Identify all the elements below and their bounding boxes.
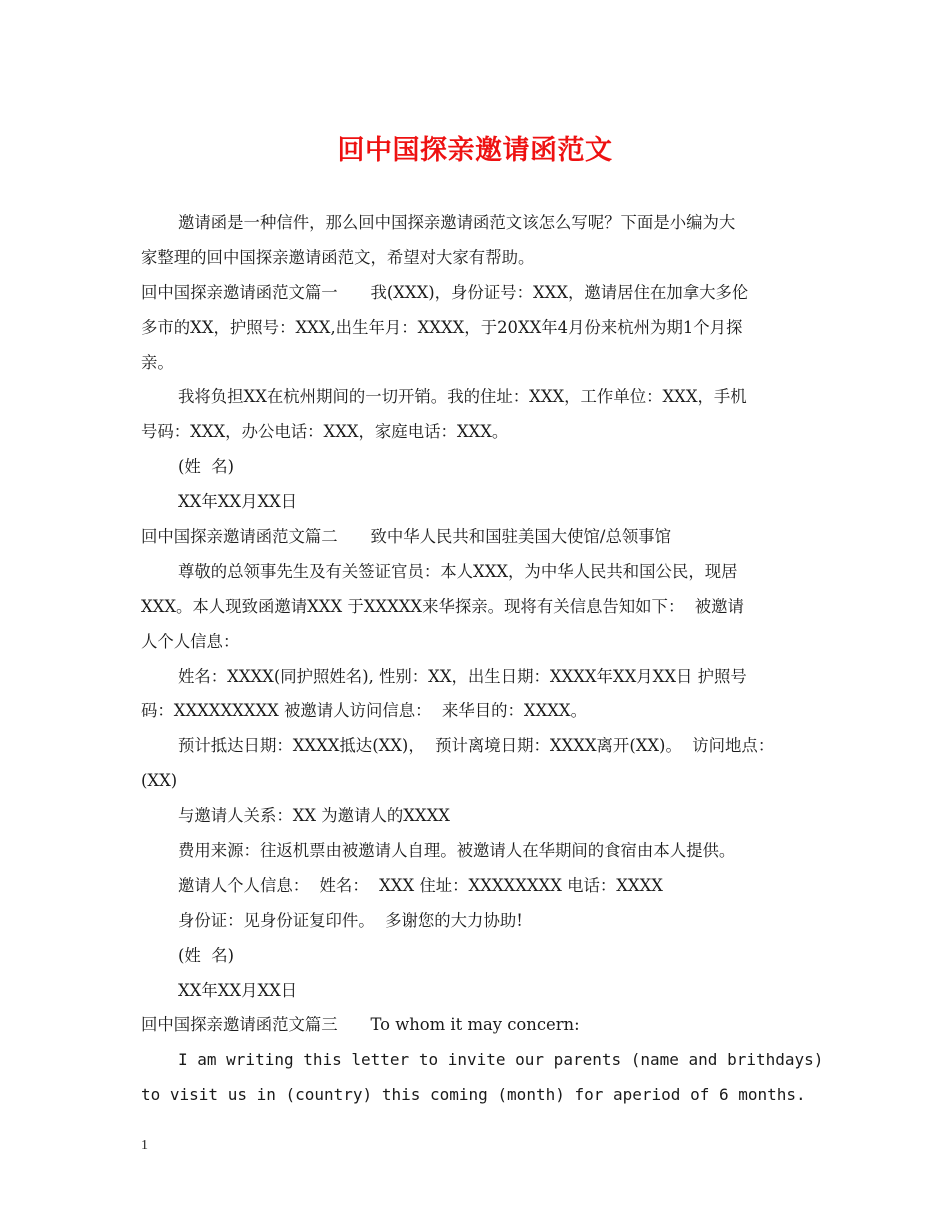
text-line: (姓 名) [178, 457, 234, 477]
text-line: XXX。本人现致函邀请XXX 于XXXXX来华探亲。现将有关信息告知如下： 被邀请 [141, 596, 744, 616]
text-line: 回中国探亲邀请函范文篇一 我(XXX)，身份证号：XXX，邀请居住在加拿大多伦 [141, 282, 749, 302]
text-line: I am writing this letter to invite our parents (name and brithdays) [178, 1050, 824, 1070]
text-line: 与邀请人关系：XX 为邀请人的XXXX [178, 806, 450, 826]
text-line: 多市的XX，护照号：XXX,出生年月：XXXX，于20XX年4月份来杭州为期1个月探 [141, 317, 743, 337]
text-line: 回中国探亲邀请函范文篇二 致中华人民共和国驻美国大使馆/总领事馆 [141, 527, 672, 547]
text-line: 号码：XXX，办公电话：XXX，家庭电话：XXX。 [141, 422, 509, 442]
text-line: 姓名：XXXX(同护照姓名), 性别：XX，出生日期：XXXX年XX月XX日 护照号 [178, 666, 747, 686]
text-line: 亲。 [141, 352, 174, 372]
page-number: 1 [141, 1138, 148, 1153]
text-line: to visit us in (country) this coming (month) for aperiod of 6 months. [141, 1085, 806, 1105]
text-line: 我将负担XX在杭州期间的一切开销。我的住址：XXX，工作单位：XXX，手机 [178, 387, 747, 407]
document-body [141, 206, 824, 1113]
text-line: 身份证：见身份证复印件。 多谢您的大力协助! [178, 910, 523, 930]
text-line: 费用来源：往返机票由被邀请人自理。被邀请人在华期间的食宿由本人提供。 [178, 841, 736, 861]
text-line: 尊敬的总领事先生及有关签证官员：本人XXX，为中华人民共和国公民，现居 [178, 561, 738, 581]
document-title: 回中国探亲邀请函范文 [337, 135, 613, 166]
text-line: (姓 名) [178, 945, 234, 965]
text-line: 回中国探亲邀请函范文篇三 To whom it may concern: [141, 1015, 580, 1035]
text-line: 家整理的回中国探亲邀请函范文，希望对大家有帮助。 [141, 247, 535, 267]
text-line: XX年XX月XX日 [178, 492, 298, 512]
text-line: XX年XX月XX日 [178, 980, 298, 1000]
text-line: 邀请人个人信息： 姓名： XXX 住址：XXXXXXXX 电话：XXXX [178, 875, 663, 895]
text-line: 邀请函是一种信件，那么回中国探亲邀请函范文该怎么写呢？下面是小编为大 [178, 213, 736, 232]
text-line: 码：XXXXXXXXX 被邀请人访问信息： 来华目的：XXXX。 [141, 701, 587, 721]
text-line: (XX) [141, 771, 178, 791]
text-line: 人个人信息： [141, 631, 240, 651]
text-line: 预计抵达日期：XXXX抵达(XX)， 预计离境日期：XXXX离开(XX)。 访问地点： [178, 736, 775, 756]
